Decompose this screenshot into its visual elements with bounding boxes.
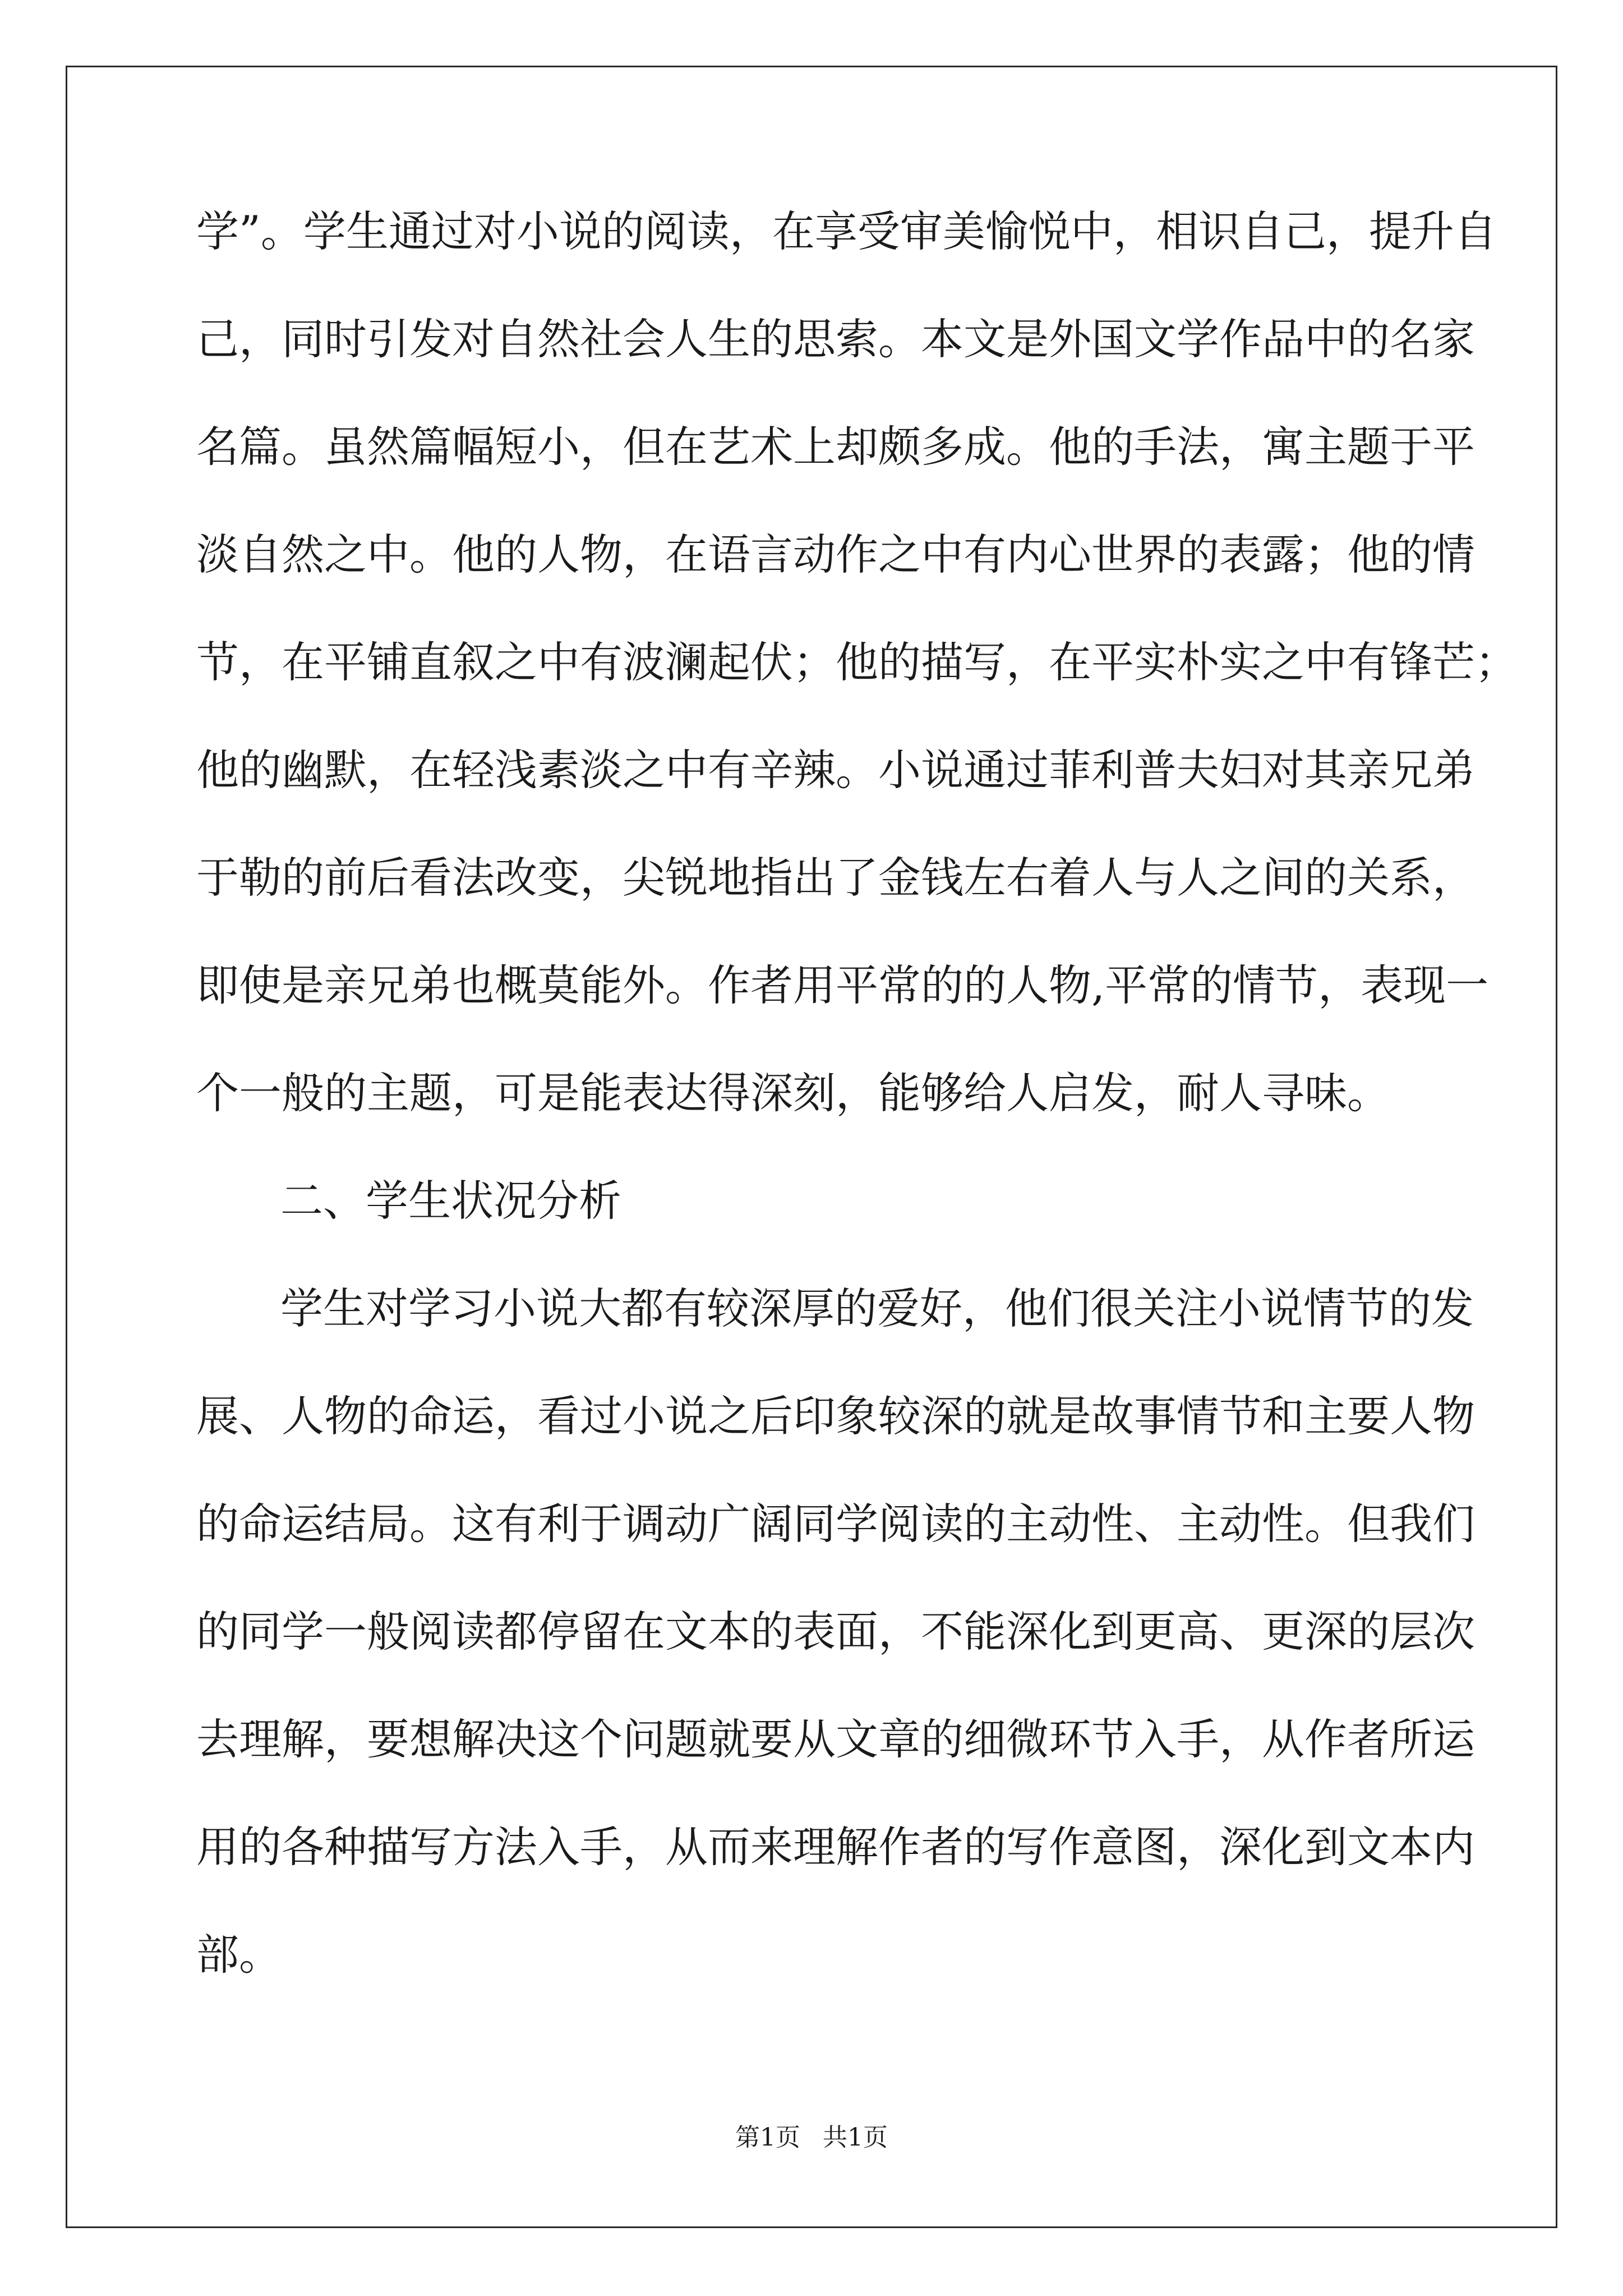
page-border xyxy=(66,66,1557,2228)
text-line: 用的各种描写方法入手，从而来理解作者的写作意图，深化到文本内 xyxy=(196,1822,1475,1872)
text-line: 展、人物的命运，看过小说之后印象较深的就是故事情节和主要人物 xyxy=(196,1391,1475,1441)
text-line: 节，在平铺直叙之中有波澜起伏；他的描写，在平实朴实之中有锋芒； xyxy=(196,637,1518,687)
text-line: 部。 xyxy=(196,1930,282,1980)
text-line: 的命运结局。这有利于调动广阔同学阅读的主动性、主动性。但我们 xyxy=(196,1499,1475,1549)
text-line: 去理解，要想解决这个问题就要从文章的细微环节入手，从作者所运 xyxy=(196,1714,1475,1764)
text-line: 己，同时引发对自然社会人生的思索。本文是外国文学作品中的名家 xyxy=(196,314,1475,364)
text-line: 于勒的前后看法改变，尖锐地指出了金钱左右着人与人之间的关系， xyxy=(196,853,1475,903)
page-number-total: 共1页 xyxy=(823,2123,888,2152)
page-footer xyxy=(0,2122,1623,2154)
text-line: 他的幽默，在轻浅素淡之中有辛辣。小说通过菲利普夫妇对其亲兄弟 xyxy=(196,745,1475,795)
text-line: 淡自然之中。他的人物，在语言动作之中有内心世界的表露；他的情 xyxy=(196,530,1475,579)
text-line: 即使是亲兄弟也概莫能外。作者用平常的的人物,平常的情节，表现一 xyxy=(196,960,1489,1010)
text-line: 学”。学生通过对小说的阅读，在享受审美愉悦中，相识自己，提升自 xyxy=(196,206,1497,256)
text-line: 的同学一般阅读都停留在文本的表面，不能深化到更高、更深的层次 xyxy=(196,1607,1475,1657)
section-heading: 二、学生状况分析 xyxy=(280,1176,621,1226)
text-line: 学生对学习小说大都有较深厚的爱好，他们很关注小说情节的发 xyxy=(280,1283,1474,1333)
text-line: 个一般的主题，可是能表达得深刻，能够给人启发，耐人寻味。 xyxy=(196,1068,1390,1118)
page-number-current: 第1页 xyxy=(735,2123,800,2152)
text-line: 名篇。虽然篇幅短小，但在艺术上却颇多成。他的手法，寓主题于平 xyxy=(196,422,1475,472)
